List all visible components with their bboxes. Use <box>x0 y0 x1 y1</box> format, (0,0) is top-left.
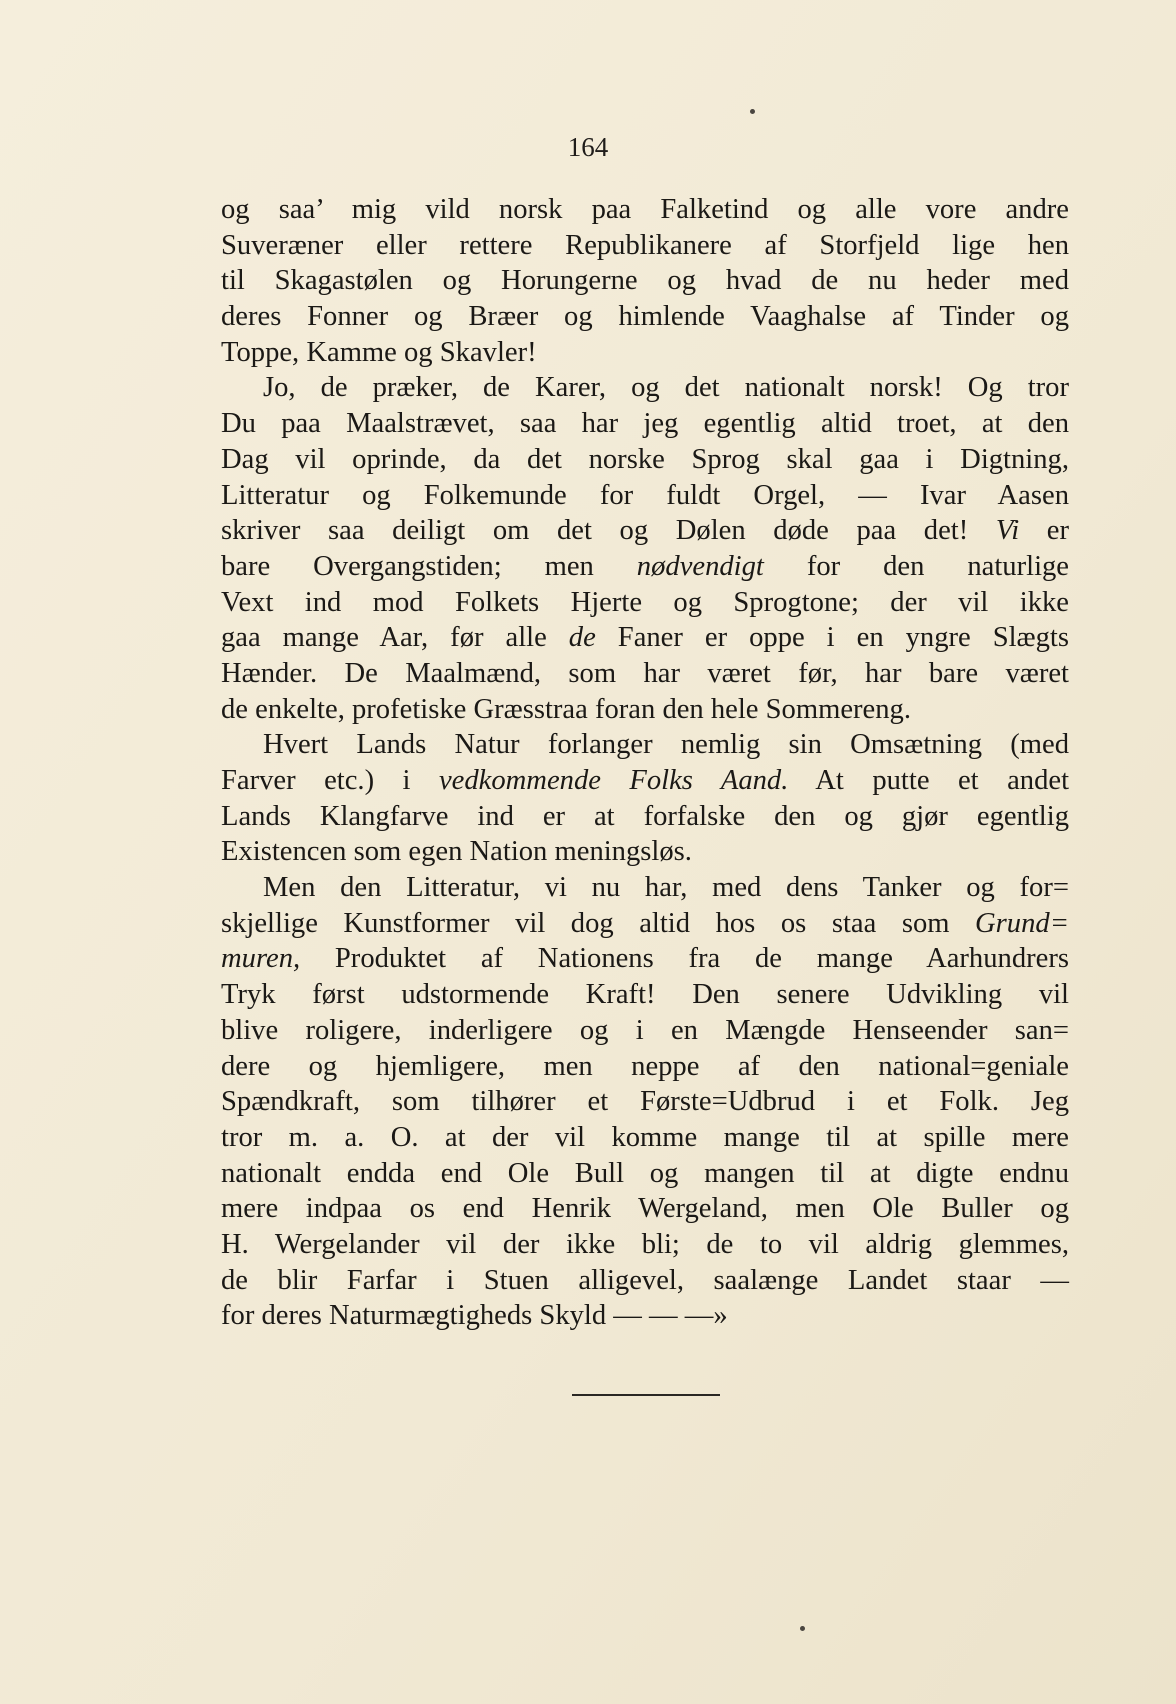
text-line: blive roligere, inderligere og i en Mængde Henseender san= <box>221 1014 1069 1046</box>
text-line: dere og hjemligere, men neppe af den national=geniale <box>221 1050 1069 1082</box>
text-line: H. Wergelander vil der ikke bli; de to vil aldrig glemmes, <box>221 1228 1069 1260</box>
section-divider-rule <box>572 1394 720 1396</box>
italic-emphasis: nødvendigt <box>636 550 764 582</box>
text-line: og saa’ mig vild norsk paa Falketind og alle vore andre <box>221 194 1069 225</box>
paragraph-end-line: Toppe, Kamme og Skavler! <box>221 336 537 368</box>
text-line: skriver saa deiligt om det og Dølen døde paa det! Vi er <box>221 515 1069 547</box>
text-line: Dag vil oprinde, da det norske Sprog skal gaa i Digtning, <box>221 443 1069 475</box>
text-line: Suveræner eller rettere Republikanere af Storfjeld lige hen <box>221 229 1069 261</box>
text-line: Jo, de præker, de Karer, og det nationalt norsk! Og tror <box>263 372 1069 404</box>
text-line: tror m. a. O. at der vil komme mange til at spille mere <box>221 1121 1069 1153</box>
paper-speck <box>800 1626 805 1631</box>
italic-emphasis: Vi <box>995 515 1020 547</box>
text-line: Du paa Maalstrævet, saa har jeg egentlig altid troet, at den <box>221 408 1069 440</box>
text-line: gaa mange Aar, før alle de Faner er oppe i en yngre Slægts <box>221 622 1070 654</box>
text-line: Men den Litteratur, vi nu har, med dens Tanker og for= <box>263 872 1069 904</box>
text-line: deres Fonner og Bræer og himlende Vaaghalse af Tinder og <box>221 301 1069 333</box>
page-number: 164 <box>567 132 609 162</box>
text-line: til Skagastølen og Horungerne og hvad de nu heder med <box>221 265 1069 297</box>
text-line: Litteratur og Folkemunde for fuldt Orgel, — Ivar Aasen <box>221 479 1069 511</box>
text-line: muren, Produktet af Nationens fra de mange Aarhundrers <box>221 943 1069 975</box>
paper-speck <box>750 109 755 114</box>
text-line: Hvert Lands Natur forlanger nemlig sin Omsætning (med <box>263 729 1069 761</box>
text-line: mere indpaa os end Henrik Wergeland, men Ole Buller og <box>221 1193 1069 1225</box>
paragraph-end-line: de enkelte, profetiske Græsstraa foran den hele Sommereng. <box>221 693 911 725</box>
italic-emphasis: vedkommende Folks Aand. <box>438 765 789 796</box>
italic-emphasis: de <box>568 622 596 654</box>
text-line: Spændkraft, som tilhører et Første=Udbrud i et Folk. Jeg <box>221 1086 1069 1118</box>
text-line: bare Overgangstiden; men nødvendigt for den naturlige <box>221 550 1069 582</box>
paragraph-end-line: Existencen som egen Nation meningsløs. <box>221 836 692 868</box>
text-line: Lands Klangfarve ind er at forfalske den og gjør egentlig <box>221 800 1069 832</box>
text-line: Hænder. De Maalmænd, som har været før, har bare været <box>221 657 1069 689</box>
text-line: de blir Farfar i Stuen alligevel, saalænge Landet staar — <box>221 1264 1069 1296</box>
text-line: skjellige Kunstformer vil dog altid hos os staa som Grund= <box>221 907 1069 939</box>
body-text <box>221 192 1069 1334</box>
italic-emphasis: muren, <box>221 943 301 975</box>
text-line: Vext ind mod Folkets Hjerte og Sprogtone; der vil ikke <box>221 586 1069 618</box>
paragraph-end-line: for deres Naturmægtigheds Skyld — — —» <box>221 1300 728 1332</box>
italic-emphasis: Grund= <box>975 907 1069 939</box>
text-line: nationalt endda end Ole Bull og mangen til at digte endnu <box>221 1157 1069 1189</box>
text-line: Tryk først udstormende Kraft! Den senere Udvikling vil <box>221 979 1069 1011</box>
text-line: Farver etc.) i vedkommende Folks Aand. At putte et andet <box>221 765 1070 796</box>
